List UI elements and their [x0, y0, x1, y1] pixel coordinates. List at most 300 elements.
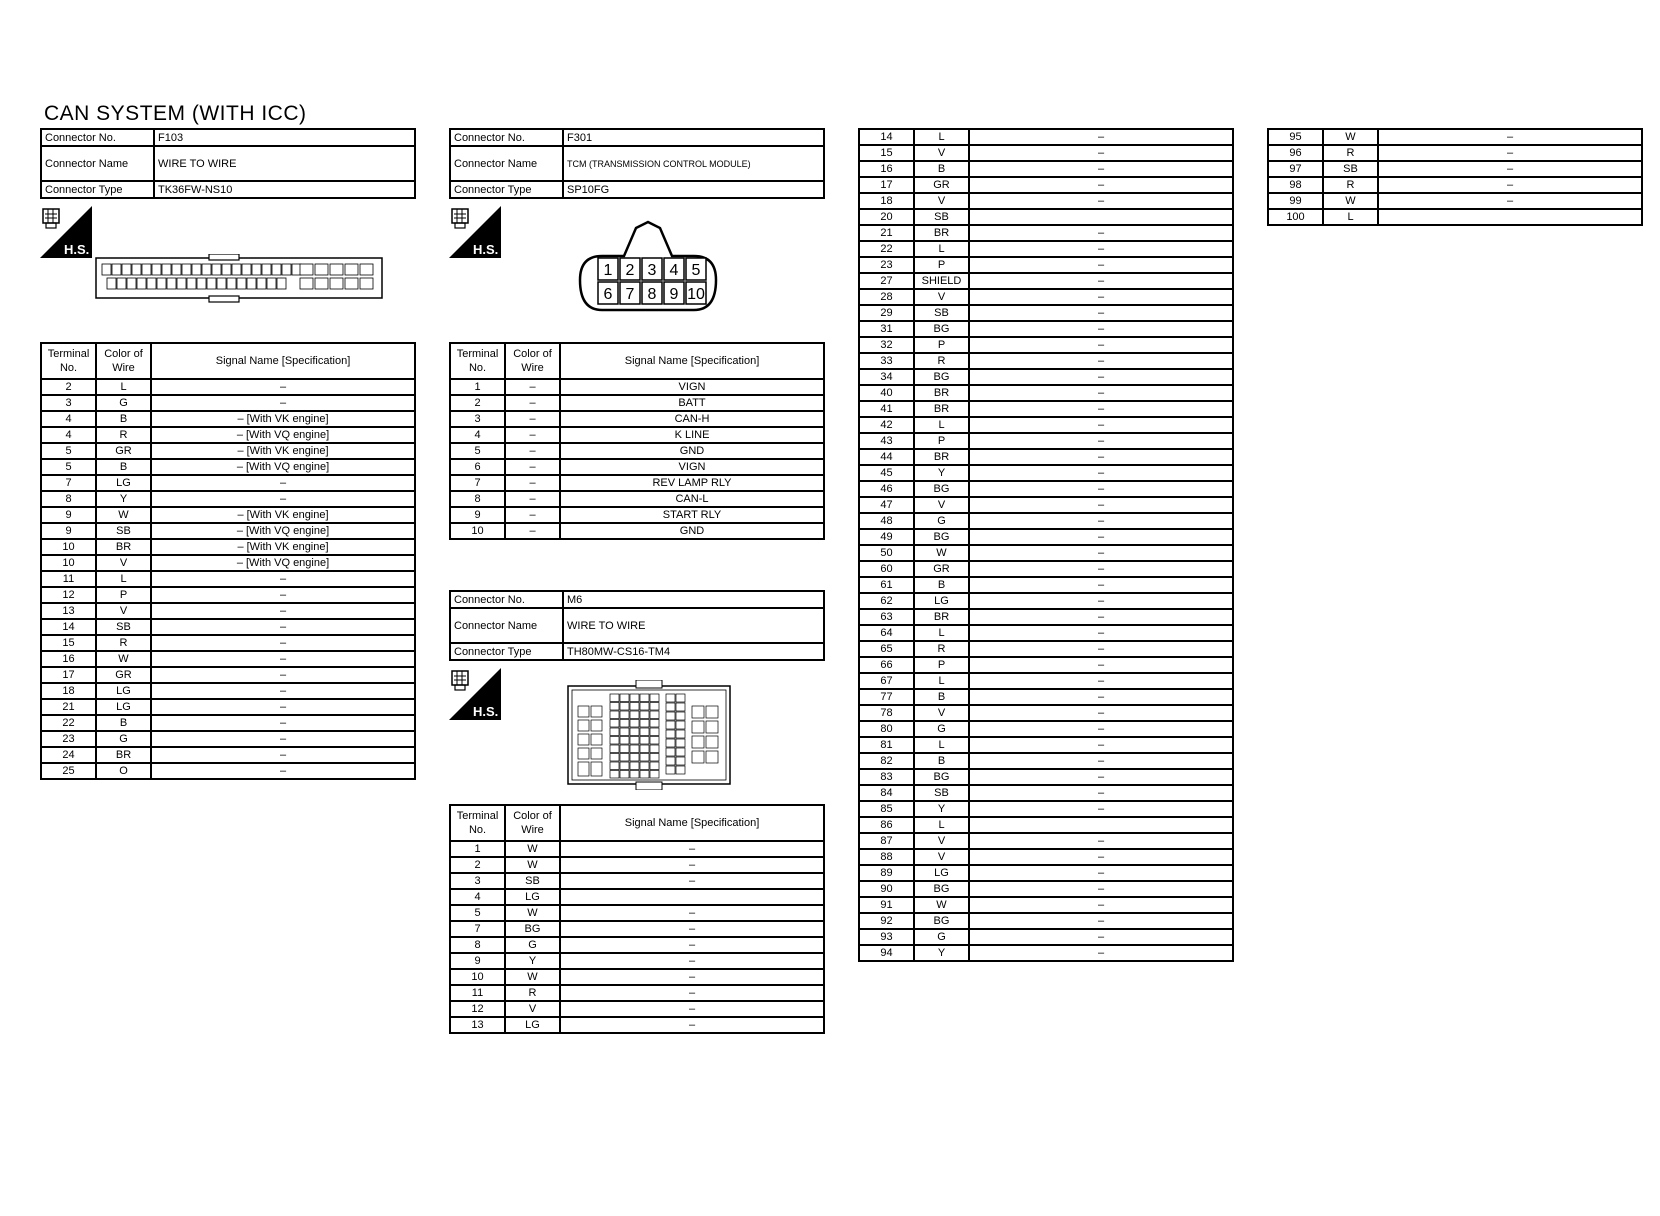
terminal-no-cell: 81: [859, 737, 914, 753]
signal-name-cell: –: [1378, 145, 1642, 161]
signal-name-cell: VIGN: [560, 459, 824, 475]
signal-name-cell: – [With VK engine]: [151, 507, 415, 523]
pin-cell: [360, 278, 373, 289]
wire-color-cell: R: [96, 635, 151, 651]
terminal-no-cell: 11: [41, 571, 96, 587]
pin-cell: [202, 264, 211, 275]
terminal-no-cell: 10: [450, 969, 505, 985]
terminal-no-cell: 63: [859, 609, 914, 625]
signal-name-cell: –: [969, 497, 1233, 513]
table-row: [41, 459, 415, 475]
terminal-no-cell: 48: [859, 513, 914, 529]
pin-cell: [610, 703, 619, 711]
pin-cell: [676, 712, 685, 720]
wire-color-cell: G: [96, 395, 151, 411]
pin-cell: [591, 720, 602, 731]
m6-no: M6: [563, 591, 824, 608]
harness-side-icon: [40, 206, 92, 258]
signal-name-cell: –: [1378, 177, 1642, 193]
wire-color-cell: Y: [914, 945, 969, 961]
pin-cell: [147, 278, 156, 289]
pin-cell: [640, 728, 649, 736]
wire-color-cell: P: [914, 257, 969, 273]
wire-color-cell: –: [505, 395, 560, 411]
wire-color-cell: –: [505, 411, 560, 427]
wire-color-cell: V: [96, 603, 151, 619]
terminal-no-cell: 97: [1268, 161, 1323, 177]
signal-name-cell: – [With VQ engine]: [151, 427, 415, 443]
terminal-no-cell: 87: [859, 833, 914, 849]
table-row: [41, 395, 415, 411]
f301-header: [449, 128, 825, 199]
table-row: [450, 985, 824, 1001]
table-row: [41, 587, 415, 603]
terminal-no-cell: 8: [450, 491, 505, 507]
terminal-no-cell: 100: [1268, 209, 1323, 225]
table-row: [859, 225, 1233, 241]
pin-cell: [345, 264, 358, 275]
signal-name-cell: –: [969, 625, 1233, 641]
table-row: [450, 1017, 824, 1033]
terminal-no-cell: 1: [450, 841, 505, 857]
wire-color-cell: P: [96, 587, 151, 603]
wire-color-cell: –: [505, 507, 560, 523]
pin-cell: [650, 711, 659, 719]
wire-color-cell: B: [96, 411, 151, 427]
wire-color-cell: G: [914, 929, 969, 945]
table-row: [859, 193, 1233, 209]
terminal-no-cell: 4: [450, 889, 505, 905]
label-connector-type: Connector Type: [450, 643, 563, 660]
wire-color-cell: W: [914, 897, 969, 913]
wire-color-cell: V: [505, 1001, 560, 1017]
terminal-no-cell: 89: [859, 865, 914, 881]
col-terminal-no: Terminal No.: [450, 343, 505, 379]
wire-color-cell: –: [505, 475, 560, 491]
terminal-no-cell: 23: [41, 731, 96, 747]
terminal-no-cell: 2: [41, 379, 96, 395]
signal-name-cell: –: [151, 667, 415, 683]
pin-cell: [630, 703, 639, 711]
wire-color-cell: –: [505, 459, 560, 475]
m6-connector-diagram: [566, 680, 732, 790]
signal-name-cell: –: [969, 545, 1233, 561]
pin-cell: [640, 711, 649, 719]
harness-side-icon: [449, 668, 501, 720]
label-connector-name: Connector Name: [41, 146, 154, 181]
f103-header: [40, 128, 416, 199]
pin-number: 2: [625, 262, 635, 279]
wire-color-cell: V: [96, 555, 151, 571]
table-row: [859, 673, 1233, 689]
table-row: [859, 561, 1233, 577]
pin-cell: [152, 264, 161, 275]
signal-name-cell: –: [969, 913, 1233, 929]
pin-cell: [277, 278, 286, 289]
terminal-no-cell: 24: [41, 747, 96, 763]
table-row: [859, 721, 1233, 737]
signal-name-cell: –: [151, 715, 415, 731]
table-row: [859, 353, 1233, 369]
pin-cell: [620, 694, 629, 702]
pin-cell: [127, 278, 136, 289]
terminal-no-cell: 78: [859, 705, 914, 721]
pin-number: 10: [687, 286, 705, 303]
terminal-no-cell: 9: [41, 507, 96, 523]
table-row: [41, 683, 415, 699]
wire-color-cell: W: [505, 905, 560, 921]
pin-number: 9: [669, 286, 679, 303]
wire-color-cell: BR: [914, 385, 969, 401]
pin-number: 8: [647, 286, 657, 303]
f301-no: F301: [563, 129, 824, 146]
terminal-no-cell: 15: [859, 145, 914, 161]
table-row: [859, 801, 1233, 817]
terminal-no-cell: 34: [859, 369, 914, 385]
wire-color-cell: BG: [914, 529, 969, 545]
col-color-of-wire: Color of Wire: [505, 805, 560, 841]
terminal-no-cell: 10: [41, 539, 96, 555]
terminal-no-cell: 27: [859, 273, 914, 289]
wire-color-cell: B: [914, 161, 969, 177]
table-row: [450, 1001, 824, 1017]
svg-text:H.S.: H.S.: [473, 704, 499, 719]
wire-color-cell: V: [914, 289, 969, 305]
table-row: [41, 603, 415, 619]
terminal-no-cell: 9: [450, 953, 505, 969]
terminal-no-cell: 21: [859, 225, 914, 241]
pin-cell: [666, 739, 675, 747]
table-row: [1268, 193, 1642, 209]
signal-name-cell: –: [560, 905, 824, 921]
wire-color-cell: B: [96, 715, 151, 731]
wire-color-cell: V: [914, 497, 969, 513]
table-row: [859, 577, 1233, 593]
signal-name-cell: –: [969, 737, 1233, 753]
terminal-no-cell: 86: [859, 817, 914, 833]
signal-name-cell: –: [969, 369, 1233, 385]
wire-color-cell: –: [505, 379, 560, 395]
signal-name-cell: – [With VQ engine]: [151, 523, 415, 539]
wire-color-cell: SB: [914, 209, 969, 225]
pin-cell: [620, 737, 629, 745]
pin-cell: [247, 278, 256, 289]
signal-name-cell: –: [969, 529, 1233, 545]
terminal-no-cell: 83: [859, 769, 914, 785]
wire-color-cell: GR: [914, 177, 969, 193]
signal-name-cell: –: [1378, 129, 1642, 145]
signal-name-cell: –: [560, 953, 824, 969]
pin-cell: [162, 264, 171, 275]
terminal-no-cell: 18: [859, 193, 914, 209]
label-connector-no: Connector No.: [41, 129, 154, 146]
pin-cell: [640, 737, 649, 745]
signal-name-cell: –: [969, 449, 1233, 465]
terminal-no-cell: 62: [859, 593, 914, 609]
label-connector-name: Connector Name: [450, 608, 563, 643]
table-row: [450, 937, 824, 953]
signal-name-cell: –: [560, 921, 824, 937]
terminal-no-cell: 21: [41, 699, 96, 715]
signal-name-cell: –: [969, 353, 1233, 369]
table-row: [859, 465, 1233, 481]
signal-name-cell: –: [151, 587, 415, 603]
f103-type: TK36FW-NS10: [154, 181, 415, 198]
terminal-no-cell: 2: [450, 857, 505, 873]
pin-cell: [142, 264, 151, 275]
terminal-no-cell: 7: [41, 475, 96, 491]
pin-cell: [207, 278, 216, 289]
pin-cell: [666, 712, 675, 720]
table-row: [859, 609, 1233, 625]
wire-color-cell: –: [505, 427, 560, 443]
f103-terminal-table: [40, 342, 416, 780]
pin-cell: [591, 748, 602, 759]
wire-color-cell: –: [505, 491, 560, 507]
terminal-no-cell: 4: [41, 427, 96, 443]
pin-cell: [692, 721, 704, 733]
terminal-no-cell: 84: [859, 785, 914, 801]
pin-cell: [676, 703, 685, 711]
table-row: [859, 753, 1233, 769]
table-row: [41, 555, 415, 571]
wire-color-cell: L: [914, 129, 969, 145]
pin-cell: [610, 771, 619, 779]
table-row: [1268, 145, 1642, 161]
signal-name-cell: –: [151, 491, 415, 507]
pin-cell: [102, 264, 111, 275]
pin-cell: [650, 754, 659, 762]
table-row: [859, 385, 1233, 401]
wire-color-cell: P: [914, 433, 969, 449]
signal-name-cell: [969, 817, 1233, 833]
terminal-no-cell: 17: [41, 667, 96, 683]
signal-name-cell: –: [969, 321, 1233, 337]
table-row: [450, 905, 824, 921]
signal-name-cell: [560, 889, 824, 905]
wire-color-cell: GR: [96, 443, 151, 459]
terminal-no-cell: 66: [859, 657, 914, 673]
pin-cell: [706, 736, 718, 748]
wire-color-cell: BG: [914, 369, 969, 385]
signal-name-cell: –: [969, 225, 1233, 241]
terminal-no-cell: 12: [450, 1001, 505, 1017]
pin-cell: [630, 720, 639, 728]
terminal-no-cell: 22: [41, 715, 96, 731]
wire-color-cell: LG: [914, 865, 969, 881]
signal-name-cell: –: [151, 747, 415, 763]
signal-name-cell: –: [969, 161, 1233, 177]
pin-cell: [345, 278, 358, 289]
signal-name-cell: –: [969, 769, 1233, 785]
signal-name-cell: –: [969, 481, 1233, 497]
pin-cell: [706, 751, 718, 763]
wire-color-cell: R: [96, 427, 151, 443]
pin-cell: [620, 711, 629, 719]
pin-cell: [640, 703, 649, 711]
table-row: [41, 651, 415, 667]
label-connector-type: Connector Type: [41, 181, 154, 198]
terminal-no-cell: 92: [859, 913, 914, 929]
pin-cell: [112, 264, 121, 275]
pin-cell: [650, 720, 659, 728]
terminal-no-cell: 5: [41, 443, 96, 459]
table-row: [859, 625, 1233, 641]
table-row: [859, 161, 1233, 177]
pin-cell: [187, 278, 196, 289]
wire-color-cell: BR: [914, 449, 969, 465]
table-row: [41, 667, 415, 683]
table-row: [450, 857, 824, 873]
pin-cell: [182, 264, 191, 275]
pin-cell: [610, 711, 619, 719]
wire-color-cell: G: [505, 937, 560, 953]
wire-color-cell: R: [914, 353, 969, 369]
terminal-no-cell: 85: [859, 801, 914, 817]
terminal-no-cell: 23: [859, 257, 914, 273]
wire-color-cell: B: [96, 459, 151, 475]
signal-name-cell: –: [969, 929, 1233, 945]
signal-name-cell: –: [969, 433, 1233, 449]
signal-name-cell: –: [151, 651, 415, 667]
signal-name-cell: –: [969, 577, 1233, 593]
signal-name-cell: –: [969, 833, 1233, 849]
table-row: [859, 241, 1233, 257]
wire-color-cell: G: [914, 721, 969, 737]
pin-cell: [212, 264, 221, 275]
signal-name-cell: –: [969, 417, 1233, 433]
terminal-no-cell: 3: [41, 395, 96, 411]
terminal-no-cell: 25: [41, 763, 96, 779]
terminal-no-cell: 10: [41, 555, 96, 571]
f103-connector-diagram: [94, 254, 384, 304]
signal-name-cell: –: [969, 561, 1233, 577]
wire-color-cell: BG: [914, 481, 969, 497]
table-row: [859, 273, 1233, 289]
table-row: [41, 619, 415, 635]
pin-cell: [630, 754, 639, 762]
pin-cell: [330, 264, 343, 275]
table-row: [859, 321, 1233, 337]
wire-color-cell: G: [96, 731, 151, 747]
signal-name-cell: –: [969, 945, 1233, 961]
table-row: [450, 921, 824, 937]
signal-name-cell: BATT: [560, 395, 824, 411]
table-row: [859, 769, 1233, 785]
pin-cell: [676, 730, 685, 738]
signal-name-cell: [1378, 209, 1642, 225]
pin-cell: [177, 278, 186, 289]
pin-cell: [706, 721, 718, 733]
pin-cell: [676, 766, 685, 774]
wire-color-cell: R: [505, 985, 560, 1001]
signal-name-cell: –: [560, 985, 824, 1001]
signal-name-cell: –: [969, 705, 1233, 721]
table-row: [859, 897, 1233, 913]
table-row: [859, 641, 1233, 657]
pin-cell: [630, 728, 639, 736]
pin-cell: [630, 711, 639, 719]
terminal-no-cell: 8: [41, 491, 96, 507]
table-row: [41, 747, 415, 763]
wire-color-cell: O: [96, 763, 151, 779]
wire-color-cell: P: [914, 337, 969, 353]
terminal-no-cell: 13: [450, 1017, 505, 1033]
wire-color-cell: SB: [505, 873, 560, 889]
table-row: [1268, 177, 1642, 193]
wire-color-cell: L: [1323, 209, 1378, 225]
terminal-no-cell: 95: [1268, 129, 1323, 145]
terminal-no-cell: 13: [41, 603, 96, 619]
pin-cell: [257, 278, 266, 289]
table-row: [450, 411, 824, 427]
pin-cell: [591, 762, 602, 776]
table-row: [41, 523, 415, 539]
wire-color-cell: Y: [914, 801, 969, 817]
table-row: [450, 841, 824, 857]
signal-name-cell: –: [969, 785, 1233, 801]
terminal-no-cell: 33: [859, 353, 914, 369]
pin-cell: [630, 745, 639, 753]
pin-number: 7: [625, 286, 635, 303]
wire-color-cell: B: [914, 577, 969, 593]
terminal-no-cell: 8: [450, 937, 505, 953]
wire-color-cell: V: [914, 145, 969, 161]
signal-name-cell: –: [969, 657, 1233, 673]
pin-cell: [640, 754, 649, 762]
terminal-no-cell: 41: [859, 401, 914, 417]
pin-cell: [591, 706, 602, 717]
pin-cell: [676, 748, 685, 756]
terminal-no-cell: 49: [859, 529, 914, 545]
signal-name-cell: –: [969, 385, 1233, 401]
wire-color-cell: SB: [914, 305, 969, 321]
label-connector-no: Connector No.: [450, 129, 563, 146]
terminal-no-cell: 4: [41, 411, 96, 427]
table-row: [41, 427, 415, 443]
terminal-no-cell: 60: [859, 561, 914, 577]
wire-color-cell: BR: [914, 225, 969, 241]
wire-color-cell: V: [914, 705, 969, 721]
table-row: [859, 849, 1233, 865]
pin-cell: [197, 278, 206, 289]
f301-terminal-table: [449, 342, 825, 540]
wire-color-cell: W: [96, 651, 151, 667]
page-title: CAN SYSTEM (WITH ICC): [44, 102, 307, 125]
col-color-of-wire: Color of Wire: [96, 343, 151, 379]
terminal-no-cell: 90: [859, 881, 914, 897]
m6-terminal-table-continued-1: [858, 128, 1234, 962]
table-row: [859, 257, 1233, 273]
pin-cell: [252, 264, 261, 275]
pin-cell: [578, 748, 589, 759]
signal-name-cell: –: [969, 865, 1233, 881]
table-row: [859, 369, 1233, 385]
terminal-no-cell: 43: [859, 433, 914, 449]
wire-color-cell: LG: [96, 683, 151, 699]
terminal-no-cell: 5: [450, 905, 505, 921]
pin-cell: [650, 728, 659, 736]
terminal-no-cell: 46: [859, 481, 914, 497]
table-row: [450, 395, 824, 411]
col-signal-name: Signal Name [Specification]: [560, 805, 824, 841]
signal-name-cell: – [With VQ engine]: [151, 459, 415, 475]
table-row: [859, 449, 1233, 465]
pin-cell: [610, 754, 619, 762]
wire-color-cell: BR: [914, 401, 969, 417]
table-row: [450, 523, 824, 539]
signal-name-cell: –: [560, 857, 824, 873]
